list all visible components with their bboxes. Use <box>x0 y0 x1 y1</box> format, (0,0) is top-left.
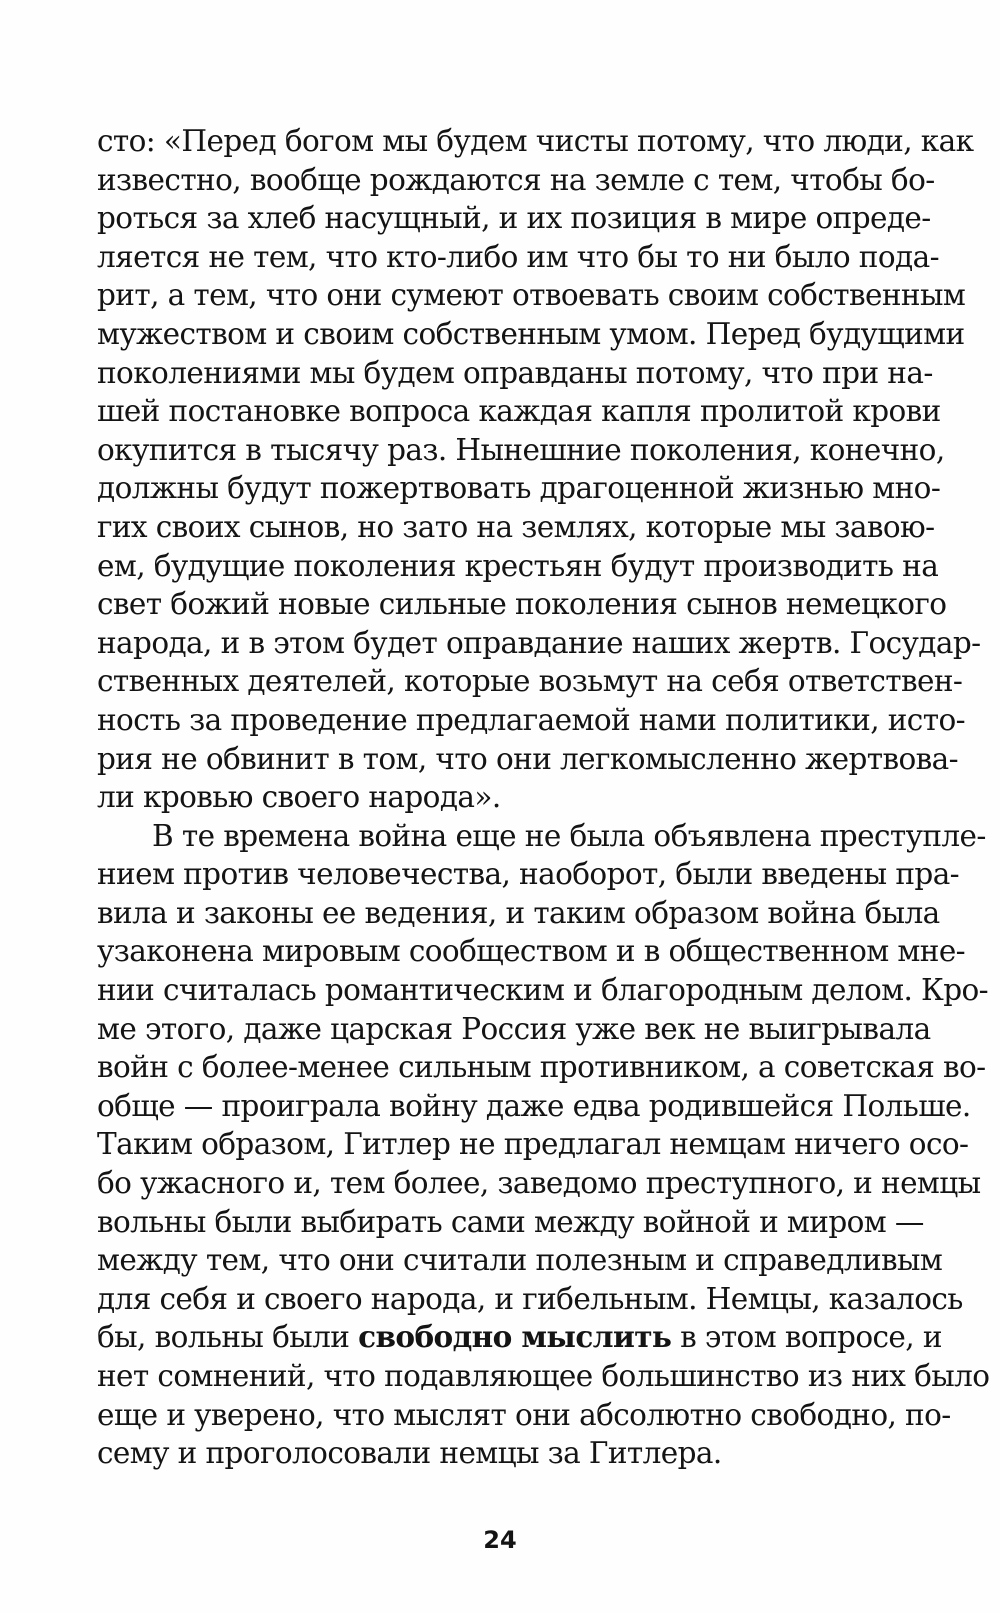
text-line: вольны были выбирать сами между войной и миром — <box>97 1204 924 1239</box>
text-line: ем, будущие поколения крестьян будут производить на <box>97 548 939 583</box>
text-line: сему и проголосовали немцы за Гитлера. <box>97 1436 722 1471</box>
text-fragment: в этом вопросе, и <box>671 1320 942 1355</box>
text-line: между тем, что они считали полезным и справедливым <box>97 1243 943 1278</box>
text-line: В те времена война еще не была объявлена преступле- <box>152 818 986 853</box>
text-line: ственных деятелей, которые возьмут на себя ответствен- <box>97 664 963 699</box>
text-line: гих своих сынов, но зато на землях, которые мы завою- <box>97 509 935 544</box>
paragraph-quote-end <box>97 122 981 817</box>
text-line: обще — проиграла войну даже едва родившейся Польше. <box>97 1088 971 1123</box>
text-line: нии считалась романтическим и благородным делом. Кро- <box>97 973 989 1008</box>
text-fragment: бы, вольны были <box>97 1320 359 1355</box>
text-line: нием против человечества, наоборот, были введены пра- <box>97 857 960 892</box>
text-line: рия не обвинит в том, что они легкомысленно жертвова- <box>97 741 959 776</box>
text-line: ли кровью своего народа». <box>97 780 501 815</box>
text-line: вила и законы ее ведения, и таким образом война была <box>97 895 940 930</box>
bold-phrase: свободно мыслить <box>358 1319 672 1355</box>
text-line: узаконена мировым сообществом и в общественном мне- <box>97 934 966 969</box>
text-line: войн с более-менее сильным противником, а советская во- <box>97 1050 986 1085</box>
text-line: мужеством и своим собственным умом. Перед будущими <box>97 316 965 351</box>
body-text <box>97 122 990 1473</box>
text-line: еще и уверено, что мыслят они абсолютно свободно, по- <box>97 1397 951 1432</box>
text-line: нет сомнений, что подавляющее большинство из них было <box>97 1359 990 1393</box>
text-line: шей постановке вопроса каждая капля пролитой крови <box>97 394 941 429</box>
text-line: бо ужасного и, тем более, заведомо преступного, и немцы <box>97 1166 981 1201</box>
text-line: рит, а тем, что они сумеют отвоевать своим собственным <box>97 278 966 313</box>
text-line: для себя и своего народа, и гибельным. Немцы, казалось <box>97 1281 963 1316</box>
text-line: свет божий новые сильные поколения сынов немецкого <box>97 587 947 622</box>
page-number: 24 <box>483 1526 517 1554</box>
text-line: Таким образом, Гитлер не предлагал немцам ничего осо- <box>97 1127 969 1162</box>
text-line: поколениями мы будем оправданы потому, что при на- <box>97 355 933 390</box>
text-line: ность за проведение предлагаемой нами политики, исто- <box>97 702 965 737</box>
text-line: известно, вообще рождаются на земле с тем, чтобы бо- <box>97 162 935 197</box>
text-line: народа, и в этом будет оправдание наших жертв. Государ- <box>97 625 981 660</box>
text-line: должны будут пожертвовать драгоценной жизнью мно- <box>97 471 941 506</box>
text-line: сто: «Перед богом мы будем чисты потому, что люди, как <box>97 124 974 158</box>
text-line-emphasis <box>97 1318 942 1357</box>
text-line: ме этого, даже царская Россия уже век не выигрывала <box>97 1011 931 1046</box>
paragraph-war-context <box>97 817 990 1473</box>
text-line: окупится в тысячу раз. Нынешние поколения, конечно, <box>97 432 945 467</box>
text-line: ляется не тем, что кто-либо им что бы то ни было пода- <box>97 239 939 274</box>
text-line: роться за хлеб насущный, и их позиция в мире опреде- <box>97 201 931 236</box>
